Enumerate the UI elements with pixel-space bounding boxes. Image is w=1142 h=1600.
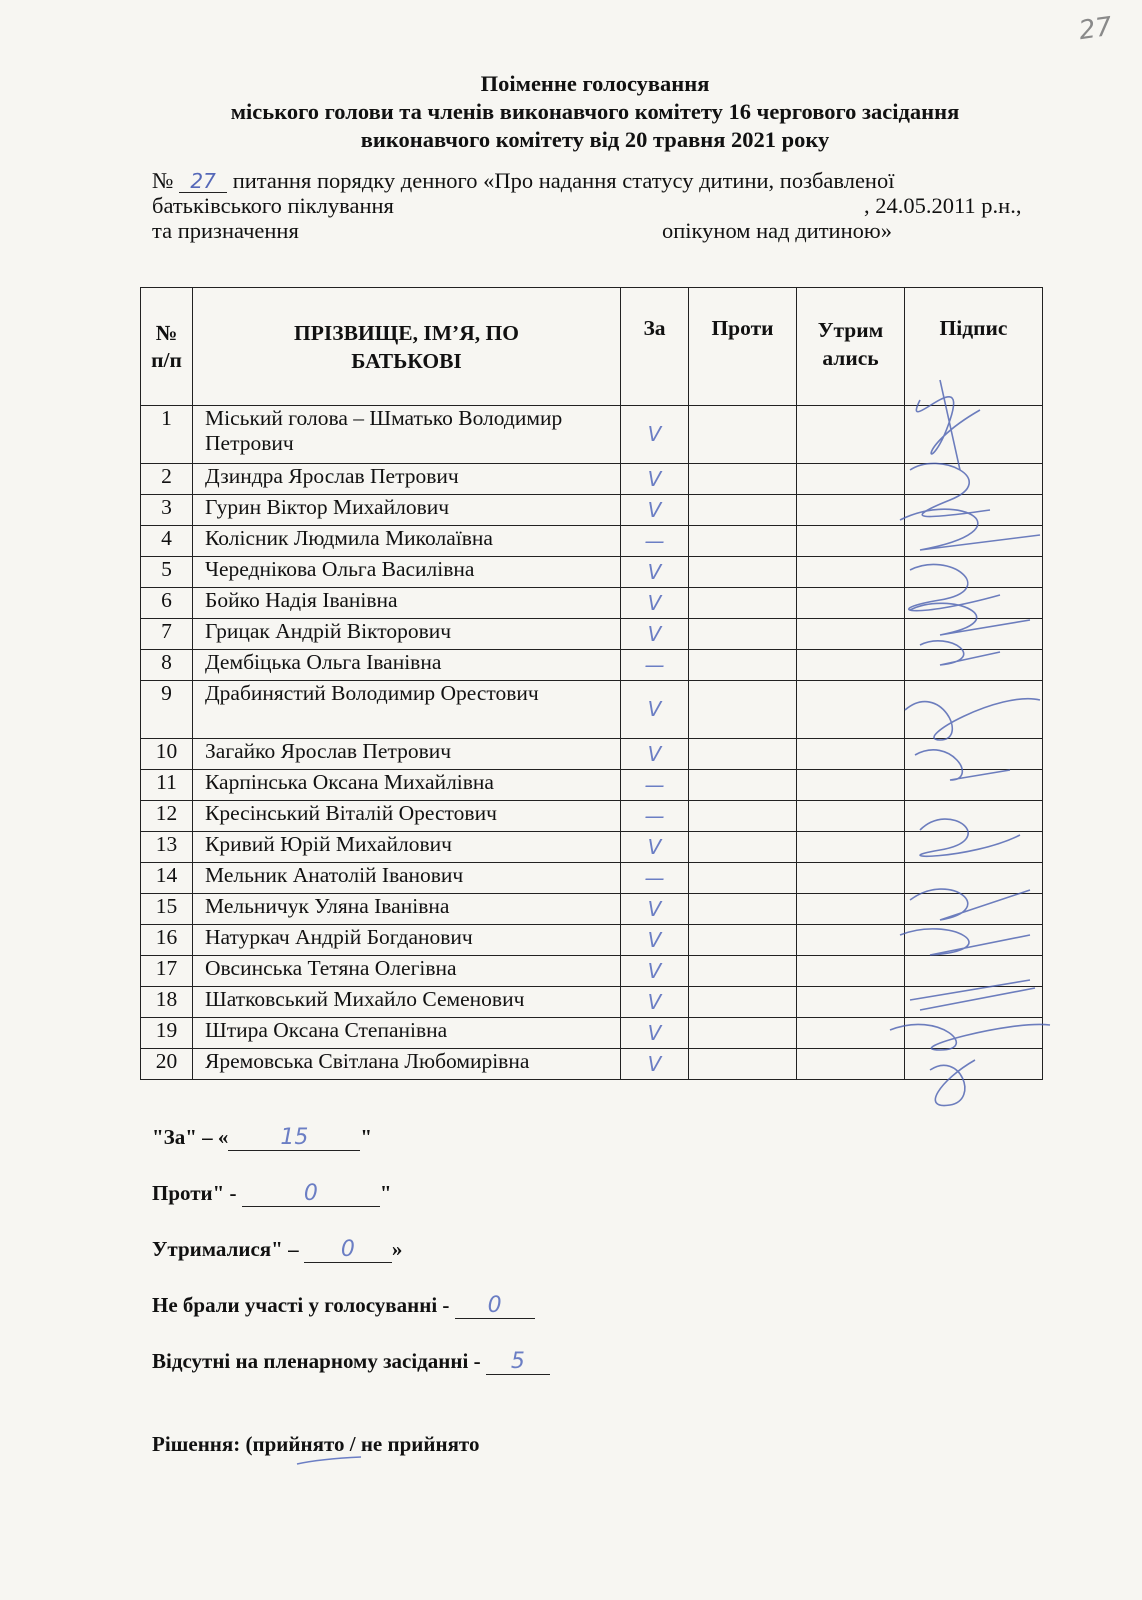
- table-row: [141, 801, 1043, 832]
- vote-against-cell: [689, 406, 797, 464]
- table-row: [141, 681, 1043, 739]
- row-number: 14: [141, 863, 193, 894]
- signature-cell: [905, 925, 1043, 956]
- decision-label: Рішення: (прийнято / не прийнято: [152, 1432, 480, 1456]
- summary-for-end: ": [360, 1125, 373, 1149]
- row-number: 11: [141, 770, 193, 801]
- row-number: 20: [141, 1049, 193, 1080]
- vote-mark: V: [647, 559, 662, 584]
- agenda-item-number: 27: [179, 170, 227, 193]
- title-line-3: виконавчого комітету від 20 травня 2021 року: [360, 127, 830, 152]
- vote-mark: —: [644, 772, 665, 797]
- vote-abstain-cell: [797, 464, 905, 495]
- summary-absent-value: 5: [486, 1352, 550, 1375]
- header-abstain: Утрим ались: [797, 288, 905, 406]
- vote-for-cell: [621, 681, 689, 739]
- table-row: [141, 619, 1043, 650]
- member-name: Міський голова – Шматько Володимир Петрович: [193, 406, 621, 464]
- table-row: [141, 894, 1043, 925]
- summary-abstain: [152, 1237, 550, 1263]
- vote-abstain-cell: [797, 770, 905, 801]
- vote-abstain-cell: [797, 987, 905, 1018]
- vote-abstain-cell: [797, 1018, 905, 1049]
- member-name: Грицак Андрій Вікторович: [193, 619, 621, 650]
- row-number: 13: [141, 832, 193, 863]
- table-row: [141, 588, 1043, 619]
- vote-against-cell: [689, 495, 797, 526]
- vote-mark: V: [647, 896, 662, 921]
- vote-abstain-cell: [797, 801, 905, 832]
- decision-underline-mark: [295, 1454, 365, 1468]
- row-number: 5: [141, 557, 193, 588]
- signature-cell: [905, 987, 1043, 1018]
- member-name: Колісник Людмила Миколаївна: [193, 526, 621, 557]
- row-number: 10: [141, 739, 193, 770]
- vote-abstain-cell: [797, 1049, 905, 1080]
- row-number: 3: [141, 495, 193, 526]
- member-name: Череднікова Ольга Василівна: [193, 557, 621, 588]
- header-name: ПРІЗВИЩЕ, ІМ’Я, ПО БАТЬКОВІ: [193, 288, 621, 406]
- vote-abstain-cell: [797, 619, 905, 650]
- summary-abstain-label: Утрималися" –: [152, 1237, 304, 1261]
- summary-not-voted-label: Не брали участі у голосуванні -: [152, 1293, 455, 1317]
- row-number: 17: [141, 956, 193, 987]
- vote-mark: —: [644, 528, 665, 553]
- member-name: Кривий Юрій Михайлович: [193, 832, 621, 863]
- table-row: [141, 863, 1043, 894]
- vote-mark: V: [647, 834, 662, 859]
- table-row: [141, 406, 1043, 464]
- vote-against-cell: [689, 1018, 797, 1049]
- table-row: [141, 739, 1043, 770]
- vote-against-cell: [689, 832, 797, 863]
- vote-abstain-cell: [797, 925, 905, 956]
- signature-cell: [905, 770, 1043, 801]
- member-name: Штира Оксана Степанівна: [193, 1018, 621, 1049]
- member-name: Натуркач Андрій Богданович: [193, 925, 621, 956]
- member-name: Драбинястий Володимир Орестович: [193, 681, 621, 739]
- agenda-line-3-end: опікуном над дитиною»: [662, 218, 892, 243]
- vote-abstain-cell: [797, 956, 905, 987]
- vote-mark: V: [647, 422, 662, 446]
- vote-for-cell: [621, 588, 689, 619]
- vote-abstain-cell: [797, 739, 905, 770]
- row-number: 19: [141, 1018, 193, 1049]
- vote-against-cell: [689, 526, 797, 557]
- member-name: Гурин Віктор Михайлович: [193, 495, 621, 526]
- row-number: 7: [141, 619, 193, 650]
- vote-abstain-cell: [797, 588, 905, 619]
- vote-against-cell: [689, 863, 797, 894]
- table-row: [141, 1018, 1043, 1049]
- signature-cell: [905, 1049, 1043, 1080]
- vote-summary: [152, 1125, 550, 1405]
- vote-for-cell: [621, 557, 689, 588]
- member-name: Яремовська Світлана Любомирівна: [193, 1049, 621, 1080]
- signature-cell: [905, 557, 1043, 588]
- signature-cell: [905, 801, 1043, 832]
- summary-against-value: 0: [242, 1184, 380, 1207]
- agenda-line-2-text: батьківського піклування: [152, 193, 394, 218]
- vote-for-cell: [621, 925, 689, 956]
- member-name: Овсинська Тетяна Олегівна: [193, 956, 621, 987]
- header-signature: Підпис: [905, 288, 1043, 406]
- row-number: 18: [141, 987, 193, 1018]
- agenda-line-3-text: та призначення: [152, 218, 299, 243]
- vote-against-cell: [689, 1049, 797, 1080]
- row-number: 2: [141, 464, 193, 495]
- member-name: Мельничук Уляна Іванівна: [193, 894, 621, 925]
- row-number: 4: [141, 526, 193, 557]
- vote-mark: V: [647, 697, 662, 721]
- vote-abstain-cell: [797, 406, 905, 464]
- vote-mark: V: [647, 741, 662, 766]
- row-number: 9: [141, 681, 193, 739]
- agenda-line-1-text: питання порядку денного «Про надання статусу дитини, позбавленої: [232, 168, 895, 193]
- vote-against-cell: [689, 557, 797, 588]
- row-number: 6: [141, 588, 193, 619]
- vote-against-cell: [689, 650, 797, 681]
- signature-cell: [905, 681, 1043, 739]
- vote-abstain-cell: [797, 495, 905, 526]
- summary-against: [152, 1181, 550, 1207]
- summary-for-label: "За" – «: [152, 1125, 229, 1149]
- row-number: 1: [141, 406, 193, 464]
- signature-cell: [905, 739, 1043, 770]
- vote-mark: V: [647, 1051, 662, 1076]
- row-number: 12: [141, 801, 193, 832]
- vote-mark: V: [647, 590, 662, 615]
- vote-for-cell: [621, 801, 689, 832]
- summary-absent-label: Відсутні на пленарному засіданні -: [152, 1349, 486, 1373]
- signature-cell: [905, 464, 1043, 495]
- summary-not-voted: [152, 1293, 550, 1319]
- vote-abstain-cell: [797, 832, 905, 863]
- member-name: Кресінський Віталій Орестович: [193, 801, 621, 832]
- member-name: Дзиндра Ярослав Петрович: [193, 464, 621, 495]
- vote-against-cell: [689, 464, 797, 495]
- summary-for-value: 15: [228, 1128, 360, 1151]
- vote-abstain-cell: [797, 557, 905, 588]
- vote-against-cell: [689, 588, 797, 619]
- table-row: [141, 1049, 1043, 1080]
- header-for: За: [621, 288, 689, 406]
- signature-cell: [905, 406, 1043, 464]
- vote-for-cell: [621, 619, 689, 650]
- summary-against-end: ": [379, 1181, 392, 1205]
- member-name: Мельник Анатолій Іванович: [193, 863, 621, 894]
- document-title: [145, 70, 1045, 154]
- vote-for-cell: [621, 987, 689, 1018]
- vote-for-cell: [621, 526, 689, 557]
- row-number: 8: [141, 650, 193, 681]
- vote-mark: —: [644, 803, 665, 828]
- signature-cell: [905, 619, 1043, 650]
- page-number: 27: [1076, 11, 1114, 47]
- vote-against-cell: [689, 987, 797, 1018]
- title-line-1: Поіменне голосування: [480, 71, 710, 96]
- vote-against-cell: [689, 739, 797, 770]
- table-row: [141, 526, 1043, 557]
- vote-mark: V: [647, 958, 662, 983]
- vote-mark: V: [647, 927, 662, 952]
- vote-mark: V: [647, 497, 662, 522]
- table-row: [141, 464, 1043, 495]
- vote-against-cell: [689, 801, 797, 832]
- member-name: Шатковський Михайло Семенович: [193, 987, 621, 1018]
- signature-cell: [905, 526, 1043, 557]
- table-row: [141, 495, 1043, 526]
- member-name: Бойко Надія Іванівна: [193, 588, 621, 619]
- vote-against-cell: [689, 925, 797, 956]
- vote-rows: [141, 406, 1043, 1080]
- vote-against-cell: [689, 894, 797, 925]
- signature-cell: [905, 650, 1043, 681]
- vote-mark: V: [647, 466, 662, 491]
- vote-for-cell: [621, 464, 689, 495]
- signature-cell: [905, 495, 1043, 526]
- summary-not-voted-value: 0: [455, 1296, 535, 1319]
- agenda-line-1: [152, 168, 1052, 193]
- agenda-birth-date: , 24.05.2011 р.н.,: [864, 193, 1022, 218]
- summary-absent: [152, 1349, 550, 1375]
- vote-for-cell: [621, 770, 689, 801]
- vote-abstain-cell: [797, 863, 905, 894]
- signature-cell: [905, 863, 1043, 894]
- vote-for-cell: [621, 739, 689, 770]
- vote-for-cell: [621, 1049, 689, 1080]
- table-row: [141, 770, 1043, 801]
- signature-cell: [905, 894, 1043, 925]
- agenda-item: [152, 168, 1052, 243]
- vote-against-cell: [689, 956, 797, 987]
- summary-abstain-value: 0: [304, 1240, 392, 1263]
- vote-for-cell: [621, 956, 689, 987]
- vote-abstain-cell: [797, 681, 905, 739]
- vote-for-cell: [621, 650, 689, 681]
- vote-against-cell: [689, 619, 797, 650]
- vote-mark: —: [644, 652, 665, 677]
- vote-for-cell: [621, 495, 689, 526]
- vote-against-cell: [689, 681, 797, 739]
- vote-abstain-cell: [797, 650, 905, 681]
- agenda-line-2: [152, 193, 1052, 218]
- signature-cell: [905, 956, 1043, 987]
- vote-abstain-cell: [797, 526, 905, 557]
- summary-abstain-end: »: [391, 1237, 403, 1261]
- vote-for-cell: [621, 1018, 689, 1049]
- table-row: [141, 832, 1043, 863]
- vote-mark: V: [647, 989, 662, 1014]
- vote-for-cell: [621, 406, 689, 464]
- vote-for-cell: [621, 832, 689, 863]
- member-name: Загайко Ярослав Петрович: [193, 739, 621, 770]
- member-name: Карпінська Оксана Михайлівна: [193, 770, 621, 801]
- table-row: [141, 557, 1043, 588]
- row-number: 16: [141, 925, 193, 956]
- table-row: [141, 650, 1043, 681]
- signature-cell: [905, 832, 1043, 863]
- member-name: Дембіцька Ольга Іванівна: [193, 650, 621, 681]
- summary-against-label: Проти" -: [152, 1181, 242, 1205]
- vote-for-cell: [621, 863, 689, 894]
- agenda-line-3: [152, 218, 1052, 243]
- vote-mark: V: [647, 621, 662, 646]
- summary-for: [152, 1125, 550, 1151]
- table-row: [141, 925, 1043, 956]
- vote-table: [140, 287, 1043, 1080]
- agenda-prefix: №: [152, 168, 174, 193]
- vote-abstain-cell: [797, 894, 905, 925]
- signature-cell: [905, 1018, 1043, 1049]
- header-number: № п/п: [141, 288, 193, 406]
- vote-mark: V: [647, 1020, 662, 1045]
- title-line-2: міського голови та членів виконавчого комітету 16 чергового засідання: [230, 99, 960, 124]
- row-number: 15: [141, 894, 193, 925]
- table-row: [141, 956, 1043, 987]
- table-row: [141, 987, 1043, 1018]
- vote-against-cell: [689, 770, 797, 801]
- vote-mark: —: [644, 865, 665, 890]
- signature-cell: [905, 588, 1043, 619]
- header-against: Проти: [689, 288, 797, 406]
- vote-for-cell: [621, 894, 689, 925]
